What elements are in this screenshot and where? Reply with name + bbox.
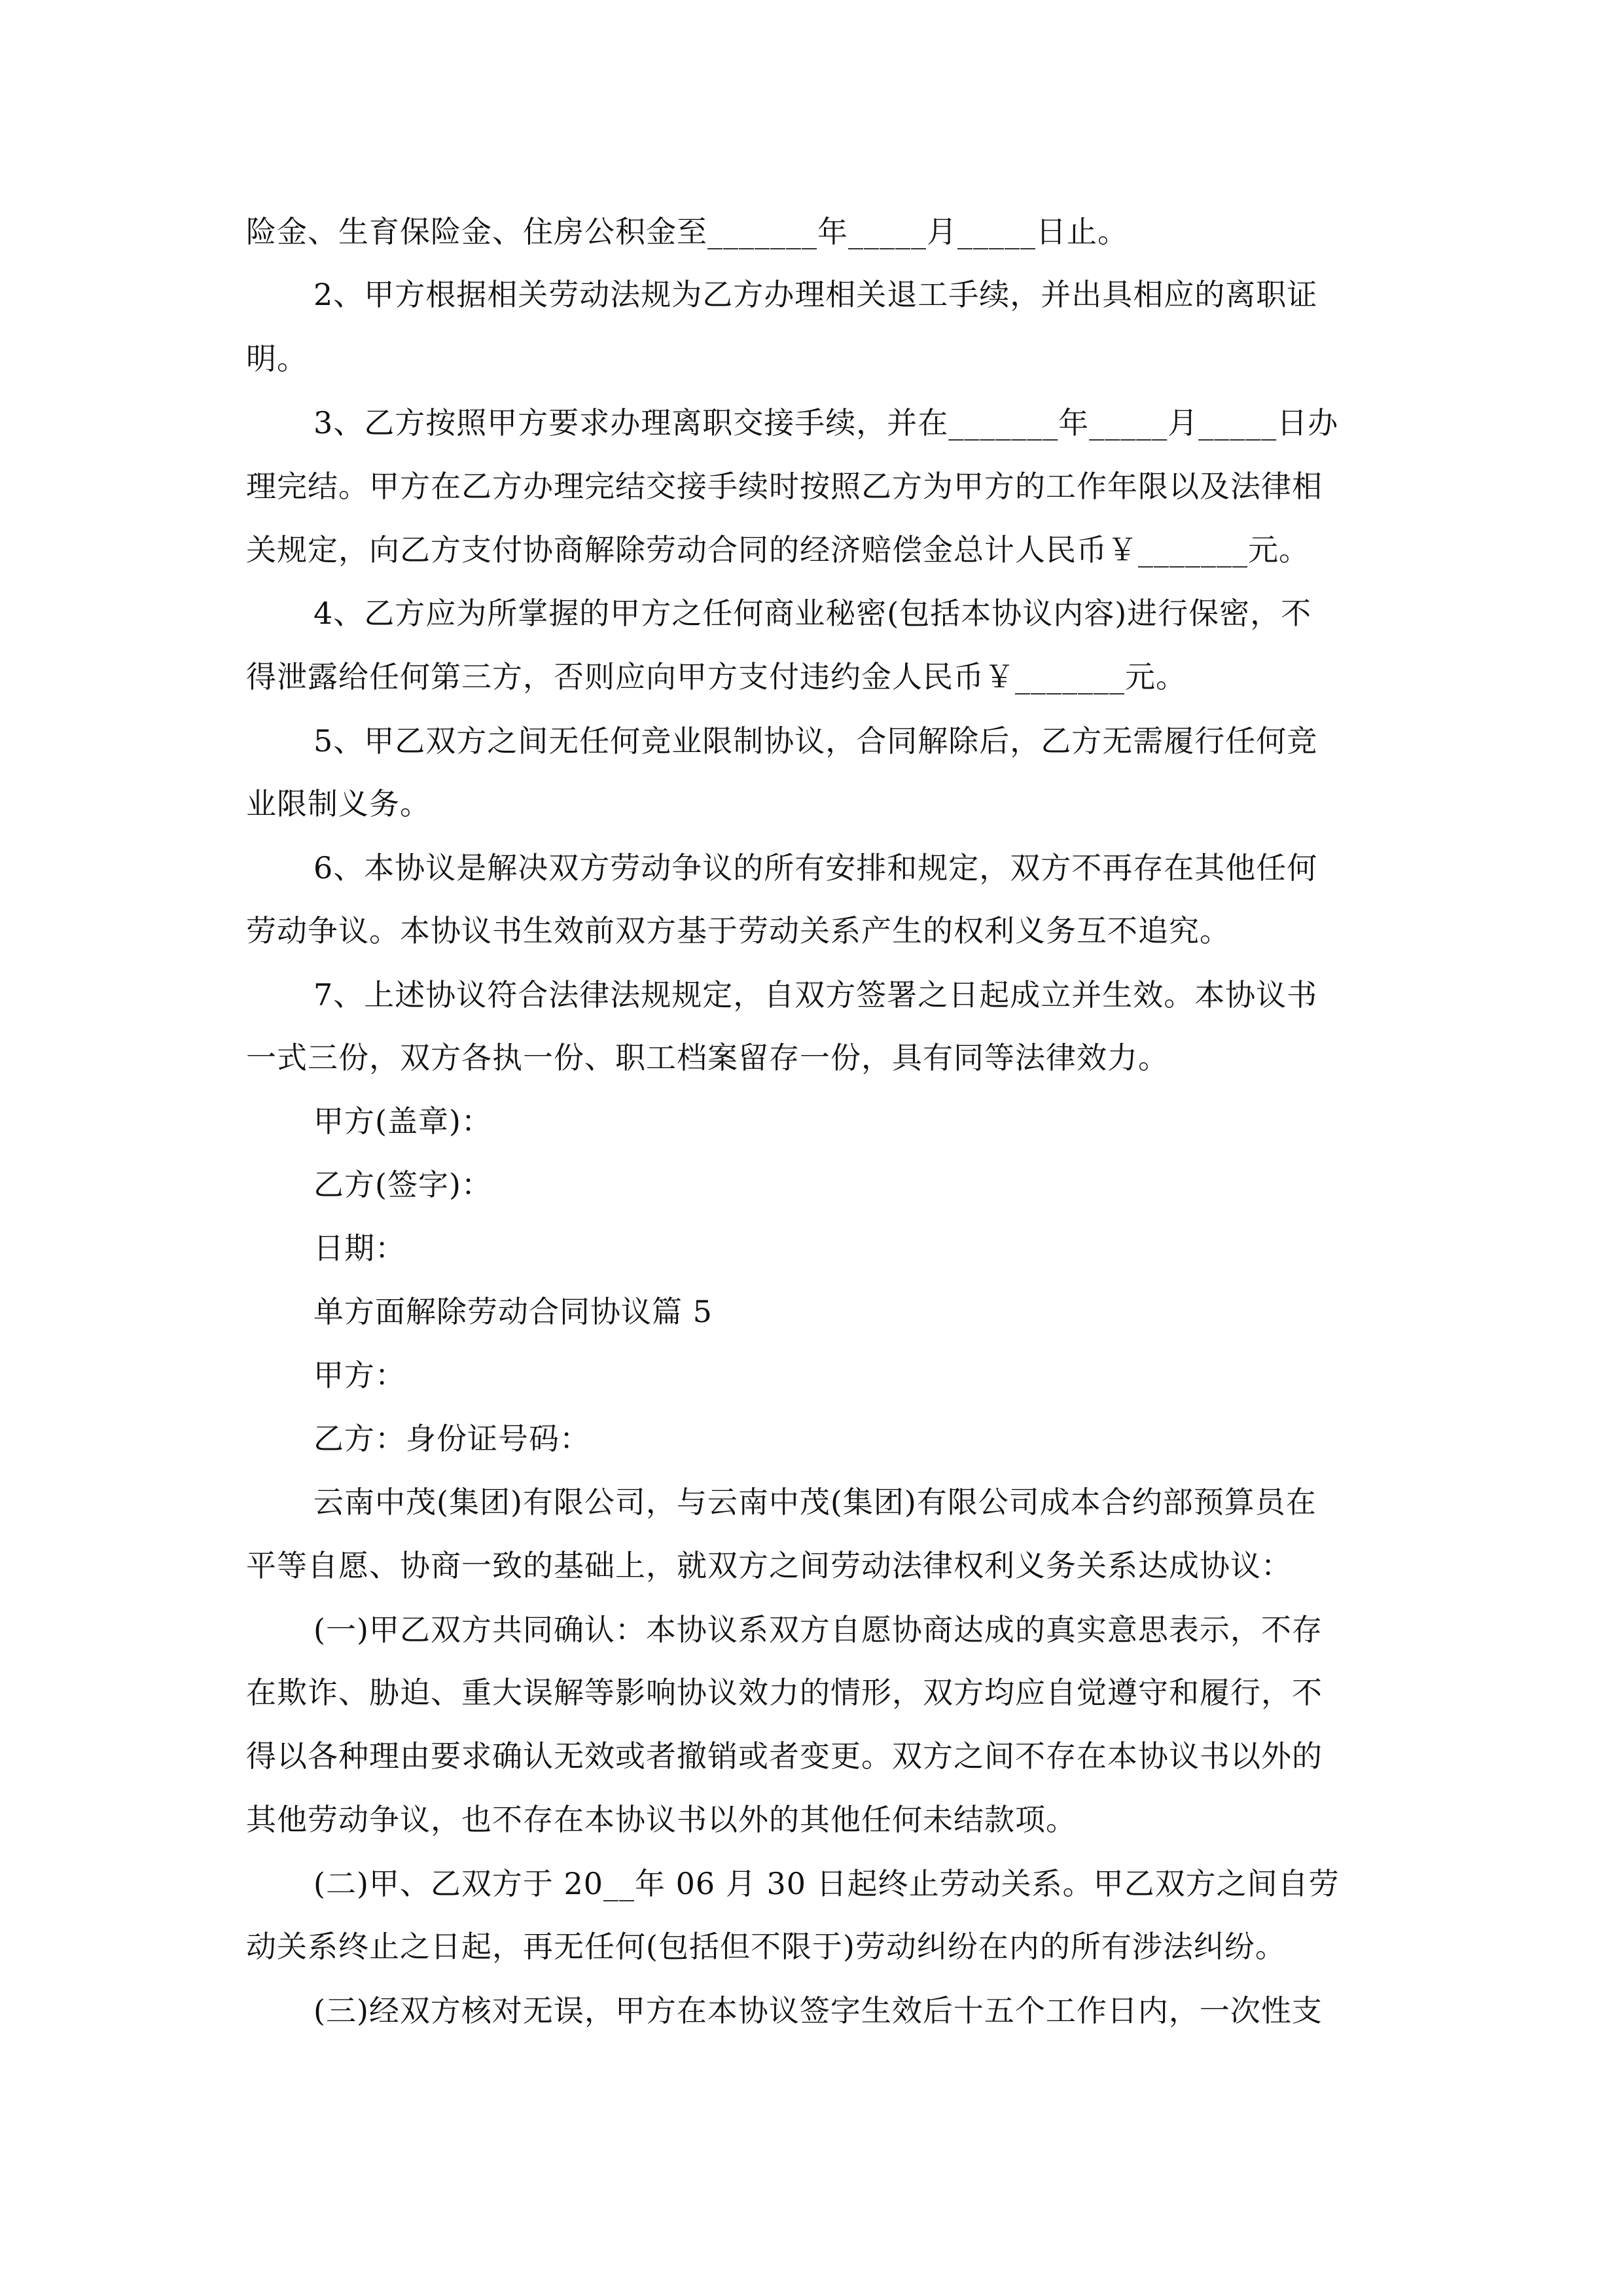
clause-1-line-4: 其他劳动争议，也不存在本协议书以外的其他任何未结款项。 — [246, 1802, 1077, 1837]
paragraph-2-line-2: 明。 — [246, 341, 308, 376]
paragraph-6-line-1: 6、本协议是解决双方劳动争议的所有安排和规定，双方不再存在其他任何 — [313, 850, 1318, 886]
paragraph-4-line-1: 4、乙方应为所掌握的甲方之任何商业秘密(包括本协议内容)进行保密，不 — [313, 596, 1312, 631]
paragraph-2-line-1: 2、甲方根据相关劳动法规为乙方办理相关退工手续，并出具相应的离职证 — [313, 277, 1318, 312]
date-label: 日期： — [313, 1230, 406, 1266]
clause-1-line-2: 在欺诈、胁迫、重大误解等影响协议效力的情形，双方均应自觉遵守和履行，不 — [246, 1675, 1323, 1710]
paragraph-5-line-2: 业限制义务。 — [246, 786, 431, 821]
paragraph-3-line-2: 理完结。甲方在乙方办理完结交接手续时按照乙方为甲方的工作年限以及法律相 — [246, 469, 1323, 504]
clause-1-line-3: 得以各种理由要求确认无效或者撤销或者变更。双方之间不存在本协议书以外的 — [246, 1738, 1323, 1774]
party-b-signature-label: 乙方(签字)： — [313, 1167, 492, 1202]
party-a-label: 甲方： — [313, 1357, 406, 1393]
intro-line-2: 平等自愿、协商一致的基础上，就双方之间劳动法律权利义务关系达成协议： — [246, 1548, 1292, 1583]
paragraph-3-line-3: 关规定，向乙方支付协商解除劳动合同的经济赔偿金总计人民币￥_______元。 — [246, 532, 1310, 567]
clause-1-line-1: (一)甲乙双方共同确认：本协议系双方自愿协商达成的真实意思表示，不存 — [313, 1612, 1323, 1647]
clause-2-line-2: 动关系终止之日起，再无任何(包括但不限于)劳动纠纷在内的所有涉法纠纷。 — [246, 1929, 1286, 1964]
party-a-seal-label: 甲方(盖章)： — [313, 1103, 492, 1139]
intro-line-1: 云南中茂(集团)有限公司，与云南中茂(集团)有限公司成本合约部预算员在 — [313, 1484, 1317, 1520]
clause-3-line-1: (三)经双方核对无误，甲方在本协议签字生效后十五个工作日内，一次性支 — [313, 1993, 1323, 2028]
text-line: 险金、生育保险金、住房公积金至_______年_____月_____日止。 — [246, 214, 1128, 249]
section-title: 单方面解除劳动合同协议篇 5 — [313, 1294, 713, 1329]
paragraph-3-line-1: 3、乙方按照甲方要求办理离职交接手续，并在_______年_____月_____日办 — [313, 405, 1339, 440]
paragraph-7-line-1: 7、上述协议符合法律法规规定，自双方签署之日起成立并生效。本协议书 — [313, 977, 1318, 1013]
paragraph-5-line-1: 5、甲乙双方之间无任何竞业限制协议，合同解除后，乙方无需履行任何竞 — [313, 723, 1318, 759]
paragraph-7-line-2: 一式三份，双方各执一份、职工档案留存一份，具有同等法律效力。 — [246, 1040, 1169, 1075]
paragraph-4-line-2: 得泄露给任何第三方，否则应向甲方支付违约金人民币￥_______元。 — [246, 659, 1186, 694]
clause-2-line-1: (二)甲、乙双方于 20__年 06 月 30 日起终止劳动关系。甲乙双方之间自劳 — [313, 1866, 1340, 1901]
paragraph-6-line-2: 劳动争议。本协议书生效前双方基于劳动关系产生的权利义务互不追究。 — [246, 913, 1230, 948]
party-b-id-label: 乙方：身份证号码： — [313, 1421, 590, 1456]
